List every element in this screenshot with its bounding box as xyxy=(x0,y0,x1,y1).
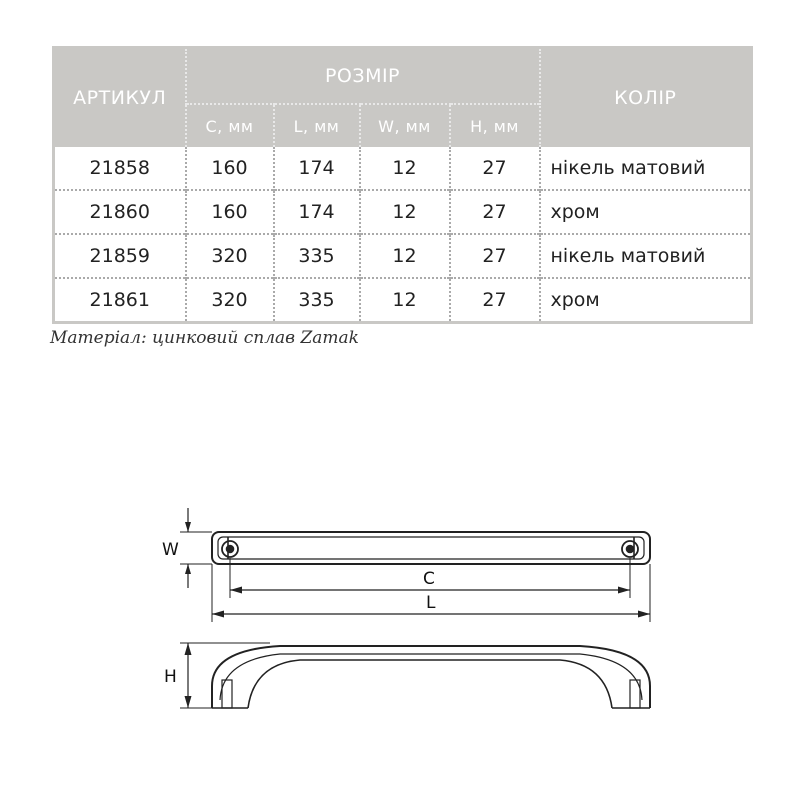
cell-l: 335 xyxy=(274,234,360,278)
handle-top-view xyxy=(212,532,650,564)
subheader-l: L, мм xyxy=(274,104,360,147)
cell-article: 21858 xyxy=(89,157,150,179)
cell-c: 160 xyxy=(186,147,274,190)
cell-c: 320 xyxy=(186,234,274,278)
cell-h: 27 xyxy=(450,147,540,190)
subheader-h: H, мм xyxy=(450,104,540,147)
cell-l: 174 xyxy=(274,147,360,190)
label-h: H xyxy=(164,667,177,687)
table-row xyxy=(54,147,752,190)
material-note: Матеріал: цинковий сплав Zamak xyxy=(50,328,359,348)
cell-h: 27 xyxy=(450,190,540,234)
cell-w: 12 xyxy=(360,147,450,190)
handle-drawing xyxy=(150,500,670,730)
cell-h: 27 xyxy=(450,234,540,278)
header-size: РОЗМІР xyxy=(186,48,540,105)
subheader-w: W, мм xyxy=(360,104,450,147)
cell-color: нікель матовий xyxy=(540,234,752,278)
cell-l: 335 xyxy=(274,278,360,323)
cell-color: хром xyxy=(540,190,752,234)
header-article: АРТИКУЛ xyxy=(54,48,186,148)
cell-article: 21861 xyxy=(54,278,186,323)
cell-c: 320 xyxy=(186,278,274,323)
dim-h xyxy=(180,643,270,708)
table-row xyxy=(54,190,752,234)
header-color: КОЛІР xyxy=(540,48,752,148)
cell-article: 21859 xyxy=(54,234,186,278)
cell-c: 160 xyxy=(186,190,274,234)
cell-w: 12 xyxy=(360,190,450,234)
cell-l: 174 xyxy=(274,190,360,234)
dim-w xyxy=(180,508,212,588)
cell-color: нікель матовий xyxy=(540,147,752,190)
cell-article: 21860 xyxy=(54,190,186,234)
table-row xyxy=(54,234,752,278)
cell-h: 27 xyxy=(450,278,540,323)
table-row xyxy=(54,278,752,323)
label-w: W xyxy=(162,540,179,560)
cell-w: 12 xyxy=(360,278,450,323)
label-c: C xyxy=(423,569,435,589)
handle-side-view xyxy=(212,646,650,708)
subheader-c: C, мм xyxy=(186,104,274,147)
label-l: L xyxy=(426,593,436,613)
cell-w: 12 xyxy=(360,234,450,278)
cell-color: хром xyxy=(540,278,752,323)
spec-table xyxy=(52,46,753,324)
